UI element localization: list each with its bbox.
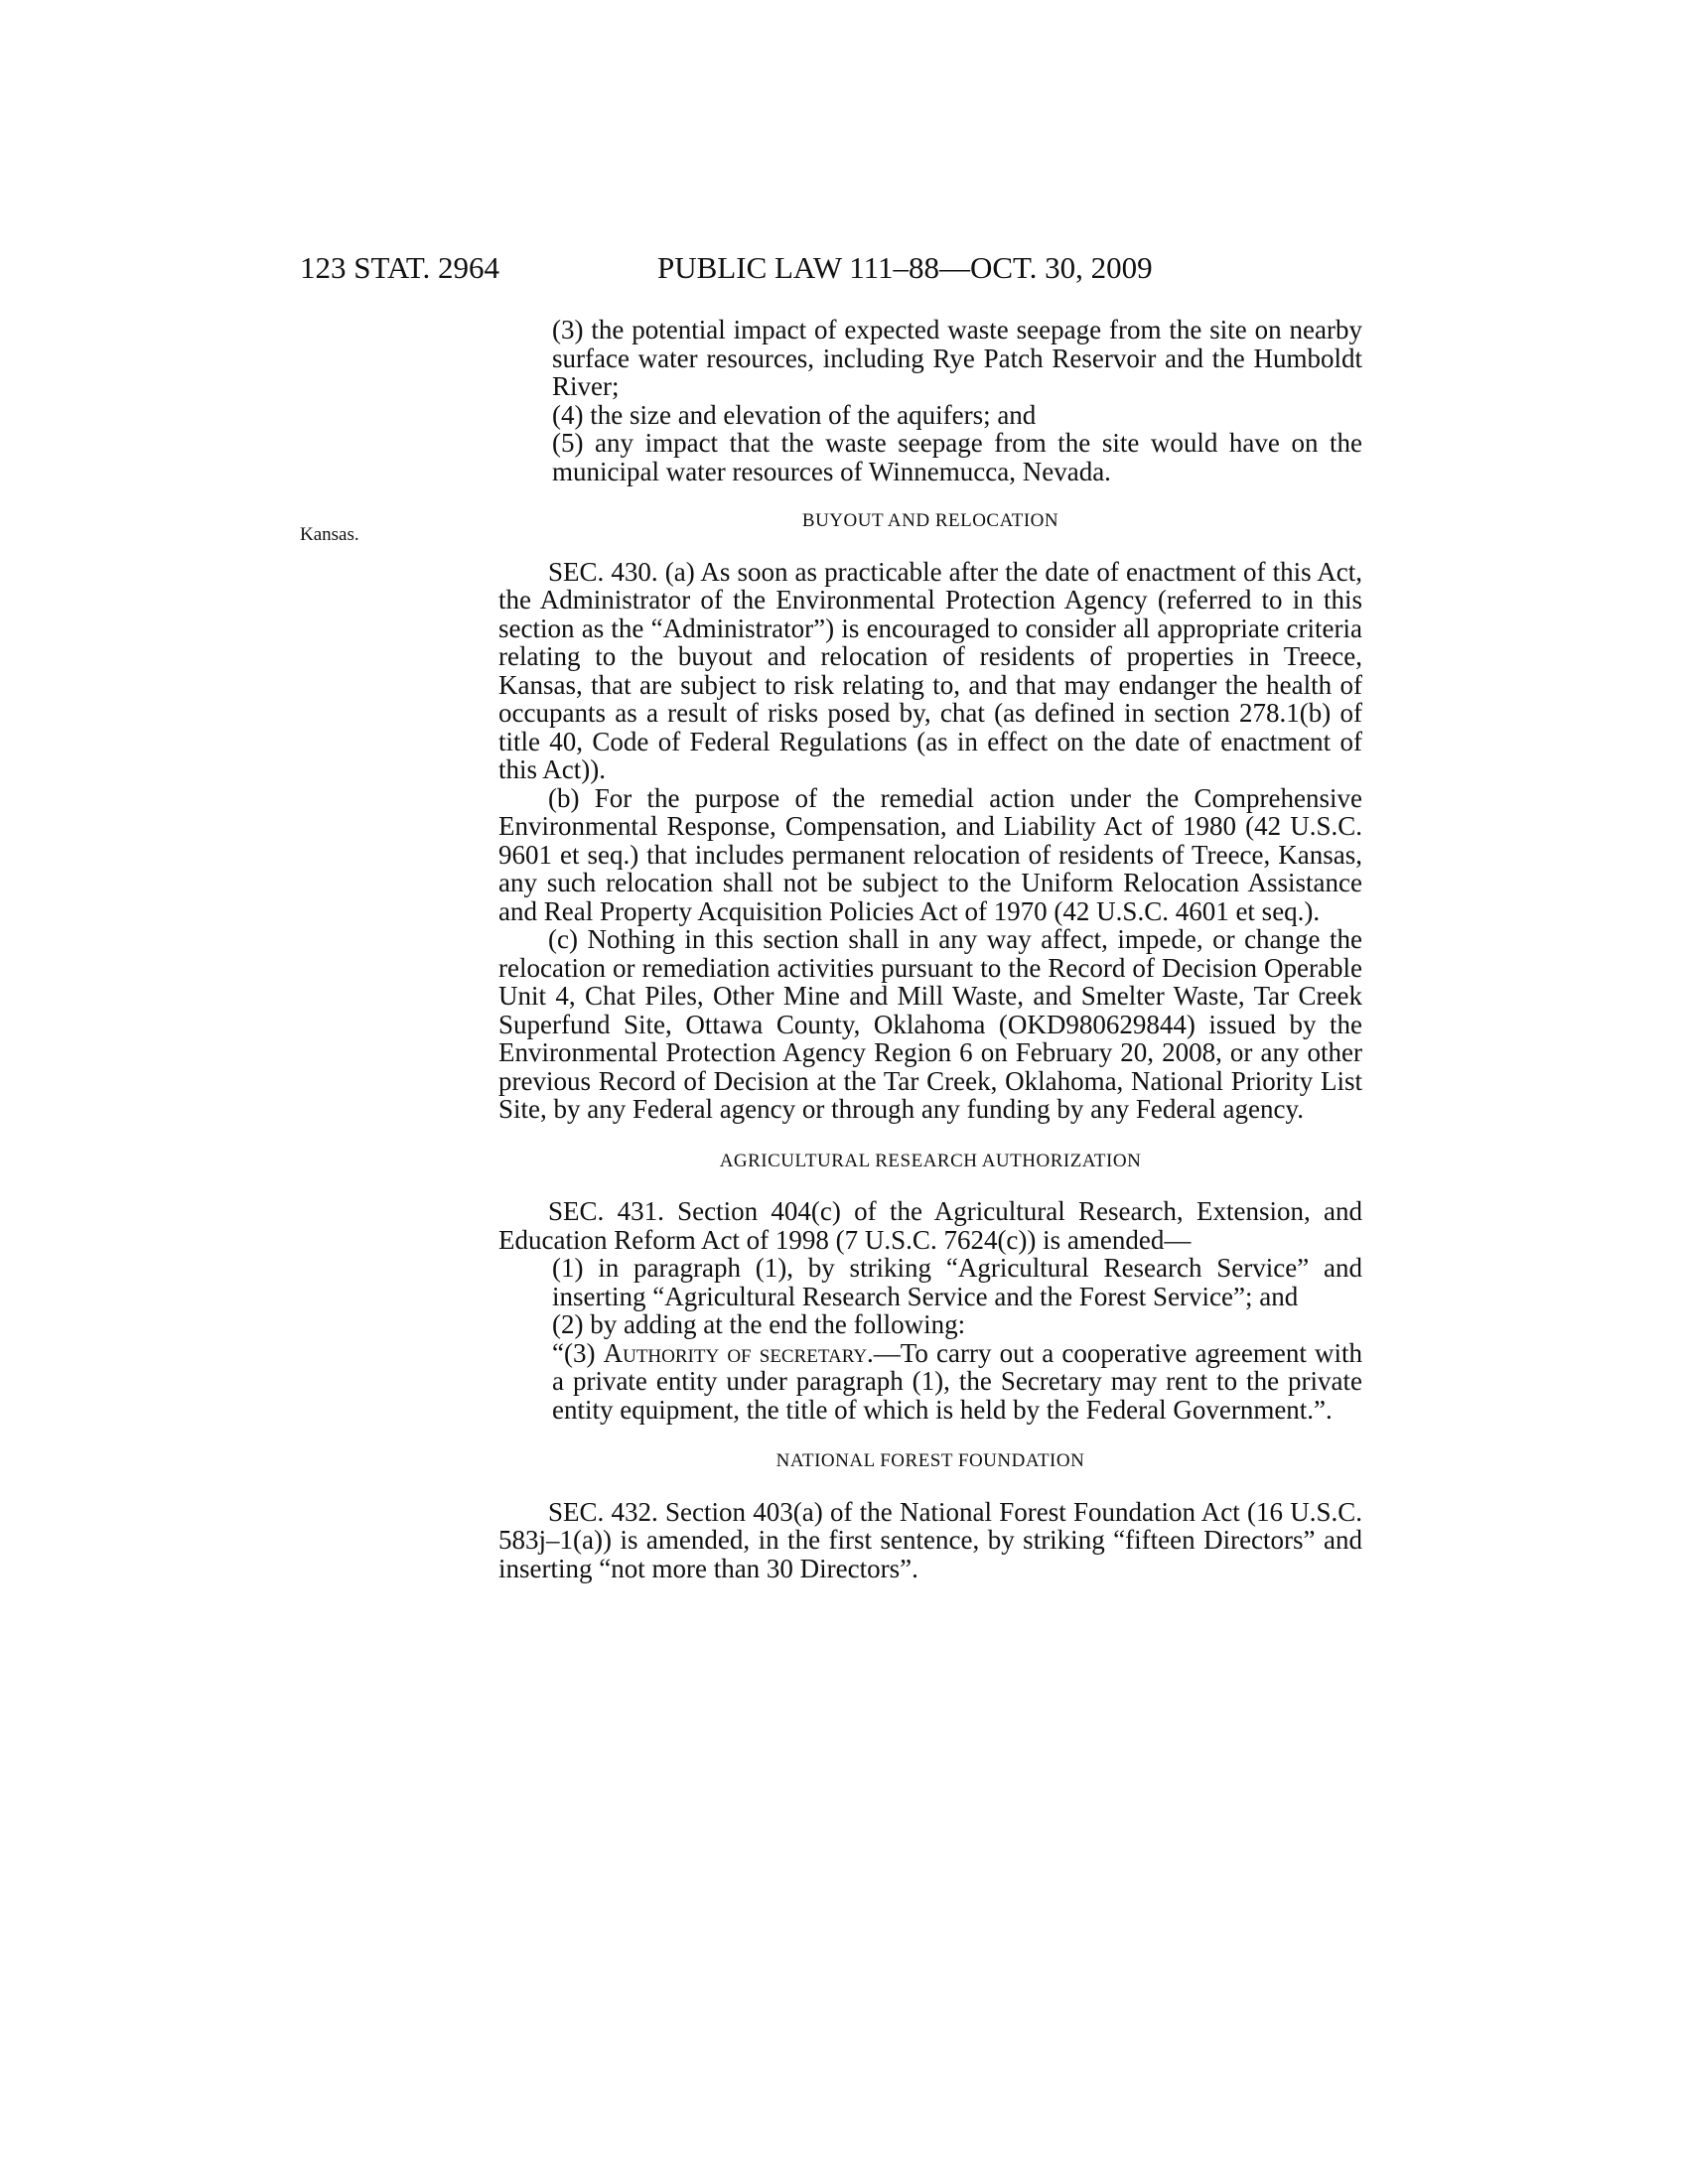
section-430-b: (b) For the purpose of the remedial action under the Comprehensive Environmental Response, Compensation, and Liability Act of 1980 (42 U.S.C. 9601 et seq.) that includes permanent relocation of residents of Treece, Kansas, any such relocation shall not be subject to the Uniform Relocation Assistance and Real Property Acquisition Policies Act of 1970 (42 U.S.C. 4601 et seq.). xyxy=(498,782,1362,926)
section-431-item-3 xyxy=(498,1339,1362,1425)
paragraph-text: . 432. Section 403(a) of the National Forest Foundation Act (16 U.S.C. 583j–1(a)) is amended, in the first sentence, by striking “fifteen Directors” and inserting “not more than 30 Directors”. xyxy=(498,1496,1362,1583)
sec-label: SEC xyxy=(548,556,598,587)
paragraph-item-4 xyxy=(498,401,1362,430)
section-heading: AGRICULTURAL RESEARCH AUTHORIZATION xyxy=(719,1150,1142,1171)
item-text: (4) the size and elevation of the aquifers; and xyxy=(552,399,1037,430)
section-430-c: (c) Nothing in this section shall in any way affect, impede, or change the relocation or remediation activities pursuant to the Record of Decision Operable Unit 4, Chat Piles, Other Mine and Mill Waste, and Smelter Waste, Tar Creek Superfund Site, Ottawa County, Oklahoma (OKD980629844) issued by the Environmental Protection Agency Region 6 on February 20, 2008, or any other previous Record of Decision at the Tar Creek, Oklahoma, National Priority List Site, by any Federal agency or through any funding by any Federal agency. xyxy=(498,924,1362,1124)
section-heading: BUYOUT AND RELOCATION xyxy=(801,510,1059,531)
section-432 xyxy=(498,1498,1362,1583)
section-431-item-2: (2) by adding at the end the following: xyxy=(552,1309,966,1339)
paragraph-text: . 430. (a) As soon as practicable after the date of enactment of this Act, the Administrator of the Environmental Protection Agency (referred to in this section as the “Administrator”) is encouraged to consider all appropriate criteria relating to the buyout and relocation of residents of properties in Treece, Kansas, that are subject to risk relating to, and that may endanger the health of occupants as a result of risks posed by, chat (as defined in section 278.1(b) of title 40, Code of Federal Regulations (as in effect on the date of enactment of this Act)). xyxy=(498,556,1362,784)
paragraph-caption: Authority of secretary xyxy=(603,1337,868,1368)
page-body xyxy=(498,316,1362,1582)
paragraph-text: . 431. Section 404(c) of the Agricultural Research, Extension, and Education Reform Act of 1998 (7 U.S.C. 7624(c)) is amended— xyxy=(498,1196,1362,1255)
section-431-item-1: (1) in paragraph (1), by striking “Agricultural Research Service” and inserting “Agricultural Research Service and the Forest Service”; and xyxy=(552,1253,1362,1311)
sec-label: SEC xyxy=(548,1196,598,1226)
stat-citation: 123 STAT. 2964 xyxy=(300,250,500,285)
section-heading: NATIONAL FOREST FOUNDATION xyxy=(775,1450,1085,1471)
running-header: PUBLIC LAW 111–88—OCT. 30, 2009 xyxy=(657,250,1153,285)
item-text: (5) any impact that the waste seepage from the site would have on the municipal water resources of Winnemucca, Nevada. xyxy=(552,428,1362,486)
paragraph-text: .—To carry out a cooperative agreement with a private entity under paragraph (1), the Secretary may rent to the private entity equipment, the title of which is held by the Federal Government.”. xyxy=(552,1337,1363,1425)
section-431-intro xyxy=(498,1197,1362,1254)
margin-note: Kansas. xyxy=(300,524,359,545)
item-number: “(3) xyxy=(552,1337,604,1368)
item-text: (3) the potential impact of expected waste seepage from the site on nearby surface water resources, including Rye Patch Reservoir and the Humboldt River; xyxy=(552,315,1362,401)
sec-label: SEC xyxy=(548,1496,598,1527)
paragraph-item-3 xyxy=(498,316,1362,401)
section-430-a xyxy=(498,558,1362,784)
paragraph-item-5 xyxy=(498,429,1362,485)
